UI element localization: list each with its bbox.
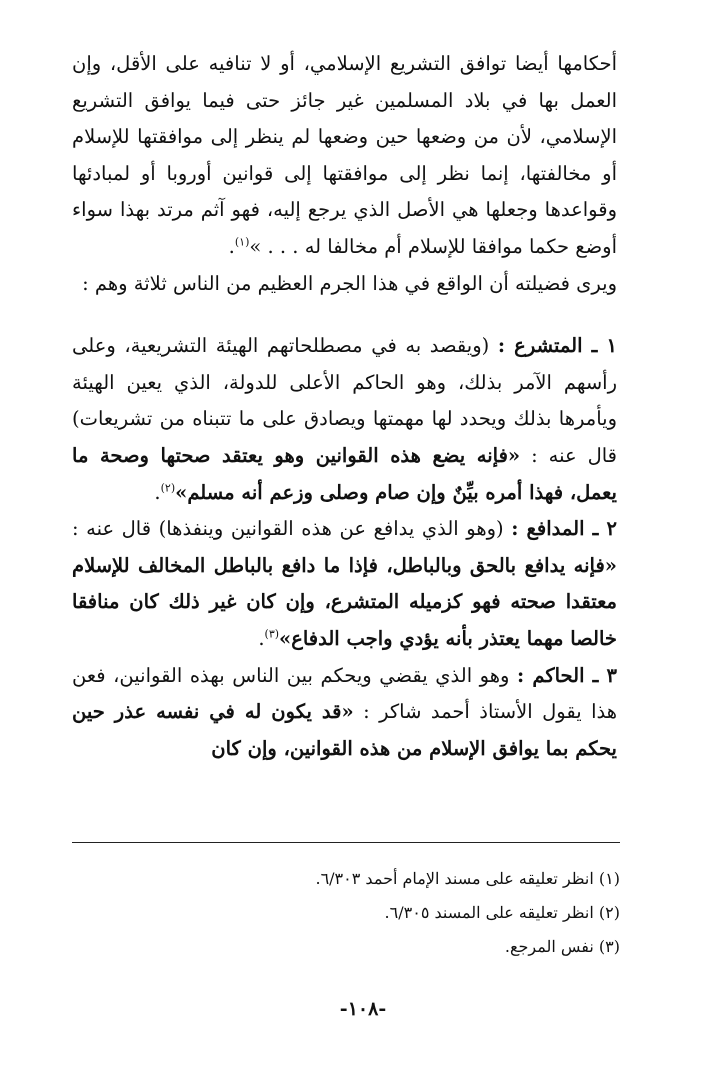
list-item-legislator [72, 328, 617, 511]
item-label: ٣ ـ الحاكم : [517, 663, 617, 687]
item-label: ٢ ـ المدافع : [511, 517, 617, 541]
list-item-defender [72, 511, 617, 657]
main-text [72, 46, 617, 767]
item-text: (وهو الذي يدافع عن هذه القوانين وينفذها) قال عنه : [72, 517, 512, 541]
item-quote: «فإنه يدافع بالحق وبالباطل، فإذا ما دافع بالباطل المخالف للإسلام معتقدا صحته فهو كزميله المتشرع، وإن كان غير ذلك كان منافقا خالصا مهما يعتذر بأنه يؤدي واجب الدفاع» [72, 553, 617, 650]
page-number: -١٠٨- [339, 998, 387, 1020]
item-quote: «قد يكون له في نفسه عذر حين يحكم بما يوافق الإسلام من هذه القوانين، وإن كان [72, 700, 617, 760]
item-label: ١ ـ المتشرع : [497, 334, 618, 358]
footnote-1: (١) انظر تعليقه على مسند الإمام أحمد ٦/٣٠٣. [315, 869, 620, 888]
footnote-ref-3: (٣) [264, 627, 280, 641]
item-quote: «فإنه يضع هذه القوانين وهو يعتقد صحتها وصحة ما يعمل، فهذا أمره بيِّنٌ وإن صام وصلى وزعم أنه مسلم» [72, 443, 617, 504]
footnote-ref-1: (١) [234, 235, 250, 249]
footnote-2: (٢) انظر تعليقه على المسند ٦/٣٠٥. [384, 903, 620, 922]
footnote-divider [72, 842, 620, 843]
footnote-ref-2: (٢) [160, 481, 176, 495]
section-gap [72, 302, 617, 328]
footnote-3: (٣) نفس المرجع. [504, 937, 620, 956]
intro-text: أحكامها أيضا توافق التشريع الإسلامي، أو لا تنافيه على الأقل، وإن العمل بها في بلاد المسلمين غير جائز حتى فيما يوافق التشريع الإسلامي، لأن من وضعها حين وضعها لم ينظر إلى موافقتها للإسلام أو مخالفتها، إنما نظر إلى موافقتها إلى قوانين أوروبا أو لمبادئها وقواعدها وجعلها هي الأصل الذي يرجع إليه، فهو آثم مرتد بهذا سواء أوضع حكما موافقا للإسلام أم مخالفا له . . . » [72, 52, 617, 258]
footnotes [72, 862, 620, 964]
item-end: . [258, 626, 265, 650]
item-text: وهو الذي يقضي ويحكم بين الناس بهذه القوانين، فعن هذا يقول الأستاذ أحمد شاكر : [72, 663, 617, 724]
summary-sentence: ويرى فضيلته أن الواقع في هذا الجرم العظيم من الناس ثلاثة وهم : [82, 271, 617, 295]
list-item-judge [72, 658, 617, 768]
item-text: (ويقصد به في مصطلحاتهم الهيئة التشريعية، وعلى رأسهم الآمر بذلك، وهو الحاكم الأعلى للدولة، الذي يعين الهيئة ويأمرها بذلك ويحدد لها مهمتها ويصادق على ما تتبناه من تشريعات) قال عنه : [72, 334, 617, 467]
intro-end: . [228, 234, 235, 258]
intro-paragraph [72, 46, 617, 266]
item-end: . [154, 480, 161, 504]
